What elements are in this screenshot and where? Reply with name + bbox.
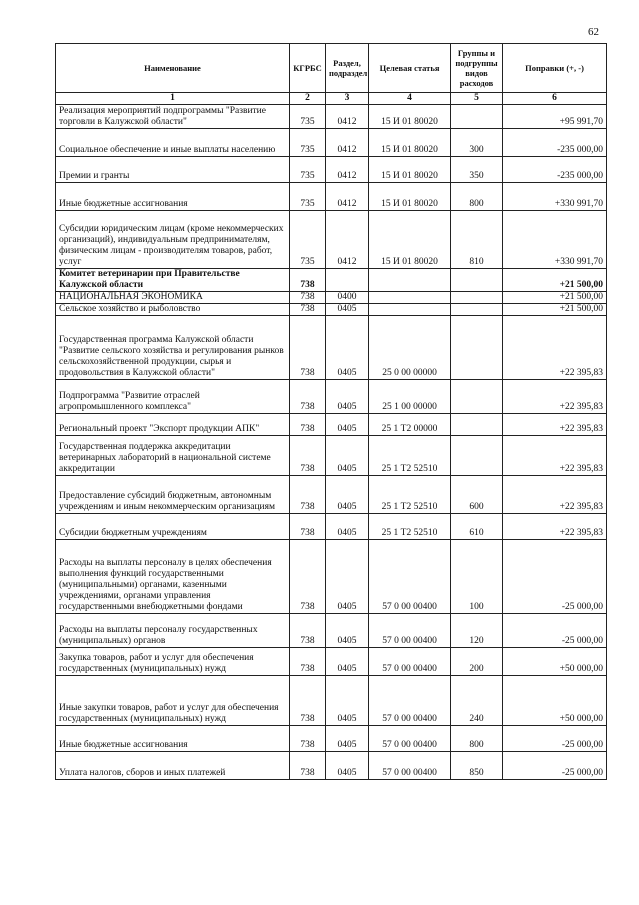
row-amount: +330 991,70 (503, 183, 607, 211)
row-kgrbs: 738 (290, 540, 326, 614)
row-name: Иные бюджетные ассигнования (56, 183, 290, 211)
row-kgrbs: 735 (290, 105, 326, 129)
row-target (369, 292, 451, 304)
table-header-row (56, 44, 607, 93)
table-row (56, 157, 607, 183)
row-section: 0405 (326, 380, 369, 414)
row-kgrbs: 735 (290, 129, 326, 157)
row-kgrbs: 738 (290, 726, 326, 752)
column-number-row (56, 93, 607, 105)
row-amount: +22 395,83 (503, 476, 607, 514)
row-target: 15 И 01 80020 (369, 183, 451, 211)
row-group: 240 (451, 676, 503, 726)
row-kgrbs: 738 (290, 752, 326, 780)
row-group (451, 292, 503, 304)
row-amount: -235 000,00 (503, 129, 607, 157)
header-target: Целевая статья (369, 44, 451, 93)
column-number: 3 (326, 93, 369, 105)
row-target: 57 0 00 00400 (369, 676, 451, 726)
row-name: Субсидии бюджетным учреждениям (56, 514, 290, 540)
row-amount: -25 000,00 (503, 614, 607, 648)
row-kgrbs: 738 (290, 476, 326, 514)
header-kgrbs: КГРБС (290, 44, 326, 93)
row-target: 15 И 01 80020 (369, 211, 451, 269)
table-row (56, 105, 607, 129)
row-section: 0405 (326, 752, 369, 780)
row-name: Премии и гранты (56, 157, 290, 183)
row-group (451, 105, 503, 129)
row-section: 0405 (326, 614, 369, 648)
row-amount: -25 000,00 (503, 540, 607, 614)
row-amount: +21 500,00 (503, 292, 607, 304)
row-target: 25 1 Т2 00000 (369, 414, 451, 436)
table-row (56, 614, 607, 648)
header-name: Наименование (56, 44, 290, 93)
row-kgrbs: 738 (290, 648, 326, 676)
header-amendments: Поправки (+, -) (503, 44, 607, 93)
row-section: 0405 (326, 726, 369, 752)
page-number: 62 (588, 26, 599, 38)
row-kgrbs: 738 (290, 676, 326, 726)
table-row (56, 514, 607, 540)
row-amount: +21 500,00 (503, 269, 607, 292)
row-name: Уплата налогов, сборов и иных платежей (56, 752, 290, 780)
row-amount: +330 991,70 (503, 211, 607, 269)
row-section: 0405 (326, 476, 369, 514)
column-number: 2 (290, 93, 326, 105)
row-name: Расходы на выплаты персоналу государственных (муниципальных) органов (56, 614, 290, 648)
row-name: Государственная программа Калужской области "Развитие сельского хозяйства и регулирования рынков сельскохозяйственной продукции, сырья и продовольствия в Калужской области" (56, 316, 290, 380)
row-name: Закупка товаров, работ и услуг для обеспечения государственных (муниципальных) нужд (56, 648, 290, 676)
row-kgrbs: 735 (290, 211, 326, 269)
table-row (56, 269, 607, 292)
row-kgrbs: 738 (290, 614, 326, 648)
table-row (56, 676, 607, 726)
row-section: 0405 (326, 304, 369, 316)
header-groups: Группы и подгруппы видов расходов (451, 44, 503, 93)
row-name: Подпрограмма "Развитие отраслей агропромышленного комплекса" (56, 380, 290, 414)
row-name: НАЦИОНАЛЬНАЯ ЭКОНОМИКА (56, 292, 290, 304)
row-kgrbs: 735 (290, 157, 326, 183)
row-section: 0412 (326, 157, 369, 183)
row-name: Региональный проект "Экспорт продукции АПК" (56, 414, 290, 436)
row-target: 25 1 Т2 52510 (369, 514, 451, 540)
row-target: 57 0 00 00400 (369, 752, 451, 780)
row-group (451, 436, 503, 476)
row-section: 0405 (326, 414, 369, 436)
header-section: Раздел, подраздел (326, 44, 369, 93)
row-kgrbs: 738 (290, 436, 326, 476)
row-group: 610 (451, 514, 503, 540)
row-group (451, 380, 503, 414)
table-row (56, 648, 607, 676)
table-row (56, 414, 607, 436)
row-group: 800 (451, 726, 503, 752)
row-name: Расходы на выплаты персоналу в целях обеспечения выполнения функций государственными (муниципальными) органами, казенными учреждениями, органами управления государственными внебюджетными фондами (56, 540, 290, 614)
row-kgrbs: 738 (290, 292, 326, 304)
row-section: 0412 (326, 105, 369, 129)
table-row (56, 316, 607, 380)
row-amount: +22 395,83 (503, 414, 607, 436)
row-group: 600 (451, 476, 503, 514)
row-target: 57 0 00 00400 (369, 726, 451, 752)
row-target: 25 1 Т2 52510 (369, 436, 451, 476)
row-amount: +50 000,00 (503, 648, 607, 676)
row-target: 15 И 01 80020 (369, 105, 451, 129)
row-target: 57 0 00 00400 (369, 648, 451, 676)
row-name: Социальное обеспечение и иные выплаты населению (56, 129, 290, 157)
row-target: 15 И 01 80020 (369, 157, 451, 183)
row-name: Государственная поддержка аккредитации ветеринарных лабораторий в национальной системе аккредитации (56, 436, 290, 476)
row-section: 0400 (326, 292, 369, 304)
row-target (369, 304, 451, 316)
row-group: 850 (451, 752, 503, 780)
column-number: 5 (451, 93, 503, 105)
row-group: 300 (451, 129, 503, 157)
row-group: 120 (451, 614, 503, 648)
row-name: Реализация мероприятий подпрограммы "Развитие торговли в Калужской области" (56, 105, 290, 129)
table-row (56, 436, 607, 476)
row-kgrbs: 738 (290, 414, 326, 436)
row-target (369, 269, 451, 292)
table-row (56, 726, 607, 752)
row-group (451, 304, 503, 316)
table-row (56, 211, 607, 269)
row-target: 15 И 01 80020 (369, 129, 451, 157)
row-group: 810 (451, 211, 503, 269)
row-kgrbs: 735 (290, 183, 326, 211)
row-section: 0412 (326, 183, 369, 211)
row-group (451, 316, 503, 380)
row-target: 25 1 Т2 52510 (369, 476, 451, 514)
row-kgrbs: 738 (290, 380, 326, 414)
row-group: 800 (451, 183, 503, 211)
row-section: 0412 (326, 211, 369, 269)
row-target: 25 1 00 00000 (369, 380, 451, 414)
row-group: 350 (451, 157, 503, 183)
row-amount: +22 395,83 (503, 380, 607, 414)
row-amount: +21 500,00 (503, 304, 607, 316)
table-row (56, 476, 607, 514)
table-row (56, 292, 607, 304)
row-amount: +95 991,70 (503, 105, 607, 129)
row-name: Иные закупки товаров, работ и услуг для обеспечения государственных (муниципальных) нужд (56, 676, 290, 726)
row-amount: -25 000,00 (503, 752, 607, 780)
row-target: 57 0 00 00400 (369, 540, 451, 614)
row-group: 100 (451, 540, 503, 614)
table-row (56, 380, 607, 414)
row-kgrbs: 738 (290, 316, 326, 380)
row-amount: +22 395,83 (503, 316, 607, 380)
row-section: 0405 (326, 436, 369, 476)
row-name: Комитет ветеринарии при Правительстве Калужской области (56, 269, 290, 292)
row-amount: -25 000,00 (503, 726, 607, 752)
row-name: Субсидии юридическим лицам (кроме некоммерческих организаций), индивидуальным предпринимателям, физическим лицам - производителям товаров, работ, услуг (56, 211, 290, 269)
row-amount: +22 395,83 (503, 514, 607, 540)
row-name: Иные бюджетные ассигнования (56, 726, 290, 752)
row-amount: +22 395,83 (503, 436, 607, 476)
row-group (451, 414, 503, 436)
row-amount: -235 000,00 (503, 157, 607, 183)
column-number: 1 (56, 93, 290, 105)
row-name: Предоставление субсидий бюджетным, автономным учреждениям и иным некоммерческим организациям (56, 476, 290, 514)
table-row (56, 752, 607, 780)
row-kgrbs: 738 (290, 269, 326, 292)
row-section (326, 269, 369, 292)
row-section: 0405 (326, 676, 369, 726)
row-group (451, 269, 503, 292)
row-kgrbs: 738 (290, 304, 326, 316)
table-row (56, 540, 607, 614)
column-number: 4 (369, 93, 451, 105)
row-group: 200 (451, 648, 503, 676)
row-name: Сельское хозяйство и рыболовство (56, 304, 290, 316)
row-section: 0405 (326, 540, 369, 614)
row-target: 25 0 00 00000 (369, 316, 451, 380)
row-target: 57 0 00 00400 (369, 614, 451, 648)
table-row (56, 304, 607, 316)
row-section: 0412 (326, 129, 369, 157)
table-row (56, 129, 607, 157)
row-section: 0405 (326, 316, 369, 380)
row-amount: +50 000,00 (503, 676, 607, 726)
column-number: 6 (503, 93, 607, 105)
row-section: 0405 (326, 648, 369, 676)
row-section: 0405 (326, 514, 369, 540)
budget-amendments-table (55, 43, 607, 780)
row-kgrbs: 738 (290, 514, 326, 540)
table-row (56, 183, 607, 211)
